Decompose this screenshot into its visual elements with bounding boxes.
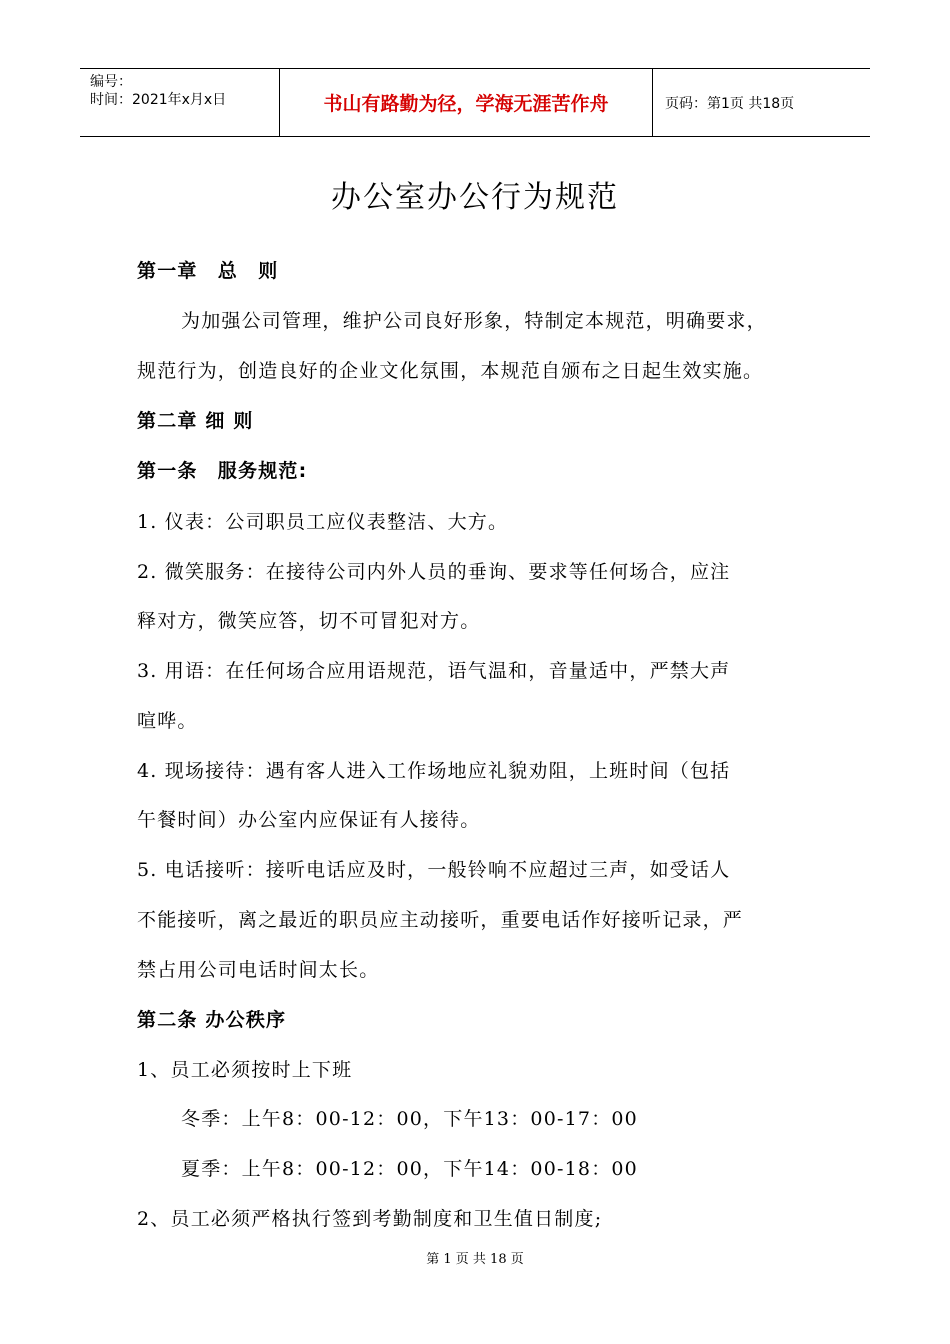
article1-item-line: 释对方，微笑应答，切不可冒犯对方。 (137, 610, 481, 632)
article1-item-line: 午餐时间）办公室内应保证有人接待。 (137, 809, 481, 831)
chapter2-heading: 第二章 细 则 (137, 410, 254, 432)
article1-heading: 第一条 服务规范: (137, 460, 308, 482)
article1-item-line: 3. 用语：在任何场合应用语规范，语气温和，音量适中，严禁大声 (137, 660, 731, 682)
chapter1-heading: 第一章 总 则 (137, 260, 279, 282)
winter-hours: 冬季：上午8：00-12：00，下午13：00-17：00 (181, 1108, 638, 1130)
page-footer: 第 1 页 共 18 页 (426, 1252, 524, 1267)
article2-heading: 第二条 办公秩序 (137, 1009, 287, 1031)
number-label: 编号： (90, 74, 132, 90)
time-label: 时间：2021年x月x日 (90, 92, 227, 108)
article1-item-line: 喧哗。 (137, 710, 198, 732)
article1-item-line: 1. 仪表：公司职员工应仪表整洁、大方。 (137, 511, 509, 533)
header-motto: 书山有路勤为径，学海无涯苦作舟 (280, 69, 653, 136)
summer-hours: 夏季：上午8：00-12：00，下午14：00-18：00 (181, 1158, 638, 1180)
chapter1-paragraph-line1: 为加强公司管理，维护公司良好形象，特制定本规范，明确要求， (181, 310, 767, 332)
article1-item-line: 不能接听，离之最近的职员应主动接听，重要电话作好接听记录，严 (137, 909, 744, 931)
article1-item-line: 禁占用公司电话时间太长。 (137, 959, 380, 981)
chapter1-paragraph-line2: 规范行为，创造良好的企业文化氛围，本规范自颁布之日起生效实施。 (137, 360, 764, 382)
header-page-info: 页码：第1页 共18页 (665, 95, 795, 112)
article2-item2: 2、员工必须严格执行签到考勤制度和卫生值日制度; (137, 1208, 603, 1230)
article1-item-line: 5. 电话接听：接听电话应及时，一般铃响不应超过三声，如受话人 (137, 859, 731, 881)
article2-item1: 1、员工必须按时上下班 (137, 1059, 353, 1081)
article1-item-line: 4. 现场接待：遇有客人进入工作场地应礼貌劝阻，上班时间（包括 (137, 760, 731, 782)
document-header (80, 68, 870, 137)
article1-item-line: 2. 微笑服务：在接待公司内外人员的垂询、要求等任何场合，应注 (137, 561, 731, 583)
document-title: 办公室办公行为规范 (331, 180, 619, 215)
header-meta (80, 69, 280, 136)
